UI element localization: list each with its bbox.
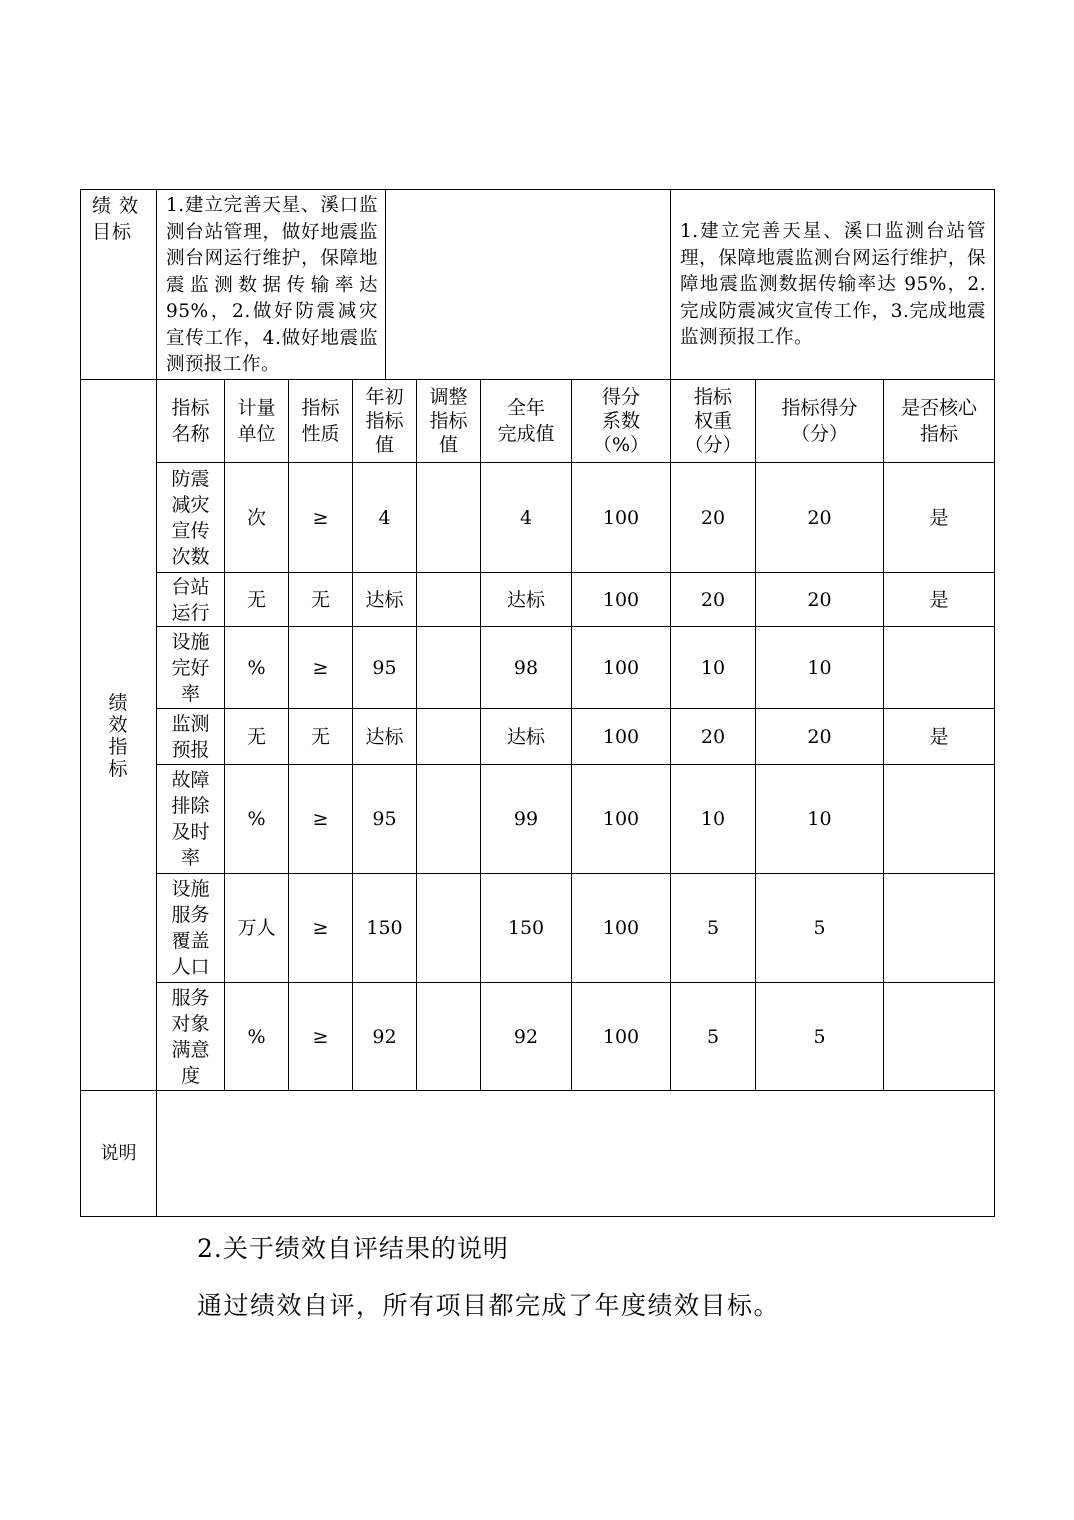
row-is-core: 是 bbox=[929, 725, 949, 748]
row-is-core: 是 bbox=[929, 506, 949, 529]
row-nature: ≥ bbox=[312, 656, 329, 679]
row-score-coefficient: 100 bbox=[602, 656, 640, 679]
row-annual-completion: 99 bbox=[513, 808, 539, 830]
goal-actual-text: 1.建立完善天星、溪口监测台站管理，保障地震监测台网运行维护，保障地震监测数据传输率达 95%，2.完成防震减灾宣传工作，3.完成地震监测预报工作。 bbox=[680, 221, 986, 348]
section-paragraph: 通过绩效自评，所有项目都完成了年度绩效目标。 bbox=[197, 1291, 781, 1320]
row-initial-target: 150 bbox=[366, 917, 403, 939]
row-indicator-name: 故障 排除 及时 率 bbox=[171, 769, 210, 869]
header-unit: 计量 单位 bbox=[237, 397, 276, 445]
row-unit: 次 bbox=[246, 506, 266, 529]
row-annual-completion: 92 bbox=[513, 1025, 539, 1048]
row-unit: % bbox=[247, 1025, 266, 1048]
row-annual-completion: 达标 bbox=[506, 725, 545, 748]
row-nature: ≥ bbox=[312, 506, 329, 529]
row-adjusted-target bbox=[417, 573, 480, 626]
note-content bbox=[157, 1091, 994, 1216]
row-is-core bbox=[884, 983, 994, 1090]
row-score-coefficient: 100 bbox=[602, 506, 640, 529]
row-adjusted-target bbox=[417, 627, 480, 708]
goal-planned-text: 1.建立完善天星、溪口监测台站管理，做好地震监测台网运行维护，保障地震监测数据传输率达 95%，2.做好防震减灾宣传工作，4.做好地震监测预报工作。 bbox=[166, 195, 378, 375]
row-indicator-score: 5 bbox=[813, 1025, 826, 1048]
note-label: 说明 bbox=[100, 1142, 137, 1164]
section-heading: 2.关于绩效自评结果的说明 bbox=[197, 1234, 509, 1263]
row-weight: 5 bbox=[706, 917, 720, 939]
row-nature: 无 bbox=[310, 588, 330, 611]
row-indicator-score: 10 bbox=[807, 808, 832, 830]
row-weight: 10 bbox=[700, 656, 726, 679]
row-score-coefficient: 100 bbox=[602, 725, 640, 748]
row-initial-target: 达标 bbox=[365, 725, 404, 748]
row-weight: 10 bbox=[700, 808, 726, 830]
header-indicator-score: 指标得分 （分） bbox=[781, 397, 858, 445]
row-nature: 无 bbox=[310, 725, 330, 748]
row-adjusted-target bbox=[417, 765, 480, 873]
row-annual-completion: 达标 bbox=[506, 588, 545, 611]
row-annual-completion: 150 bbox=[507, 917, 545, 939]
row-indicator-score: 5 bbox=[813, 917, 826, 939]
row-indicator-name: 监测 预报 bbox=[171, 712, 210, 761]
row-weight: 20 bbox=[700, 506, 726, 529]
row-unit: 万人 bbox=[237, 917, 276, 939]
row-initial-target: 达标 bbox=[365, 588, 404, 611]
row-unit: 无 bbox=[246, 725, 266, 748]
row-weight: 20 bbox=[700, 725, 726, 748]
row-indicator-name: 设施 完好 率 bbox=[171, 630, 210, 705]
row-indicator-name: 台站 运行 bbox=[171, 575, 210, 624]
header-indicator-name: 指标 名称 bbox=[171, 397, 210, 445]
row-weight: 20 bbox=[700, 588, 726, 611]
row-annual-completion: 4 bbox=[519, 506, 533, 529]
goal-blank-cell bbox=[386, 190, 670, 379]
row-indicator-score: 20 bbox=[807, 725, 832, 748]
header-initial-target: 年初 指标 值 bbox=[365, 386, 404, 456]
row-nature: ≥ bbox=[312, 808, 329, 830]
row-is-core bbox=[884, 627, 994, 708]
row-score-coefficient: 100 bbox=[602, 808, 640, 830]
row-unit: % bbox=[247, 808, 266, 830]
header-is-core: 是否核心 指标 bbox=[900, 397, 977, 445]
row-is-core bbox=[884, 874, 994, 982]
row-is-core: 是 bbox=[929, 588, 949, 611]
row-indicator-score: 20 bbox=[807, 506, 832, 529]
header-nature: 指标 性质 bbox=[301, 397, 340, 445]
row-adjusted-target bbox=[417, 463, 480, 572]
goal-label: 绩 效 目标 bbox=[92, 195, 140, 243]
row-weight: 5 bbox=[706, 1025, 720, 1048]
row-is-core bbox=[884, 765, 994, 873]
row-score-coefficient: 100 bbox=[602, 917, 640, 939]
row-indicator-name: 设施 服务 覆盖 人口 bbox=[171, 878, 210, 978]
indicators-label: 绩效指标 bbox=[108, 692, 128, 780]
row-unit: % bbox=[247, 656, 266, 679]
header-adjusted-target: 调整 指标 值 bbox=[429, 386, 468, 456]
row-initial-target: 95 bbox=[372, 656, 397, 679]
row-nature: ≥ bbox=[312, 1025, 329, 1048]
header-annual-completion: 全年 完成值 bbox=[497, 397, 555, 445]
header-weight: 指标 权重 （分） bbox=[684, 386, 742, 456]
row-unit: 无 bbox=[246, 588, 266, 611]
row-adjusted-target bbox=[417, 983, 480, 1090]
row-adjusted-target bbox=[417, 709, 480, 764]
row-adjusted-target bbox=[417, 874, 480, 982]
row-annual-completion: 98 bbox=[513, 656, 539, 679]
row-indicator-name: 防震 减灾 宣传 次数 bbox=[171, 467, 210, 568]
row-initial-target: 4 bbox=[378, 506, 391, 529]
row-indicator-score: 20 bbox=[807, 588, 832, 611]
row-indicator-name: 服务 对象 满意 度 bbox=[171, 986, 210, 1087]
row-nature: ≥ bbox=[312, 917, 329, 939]
header-score-coefficient: 得分 系数 （%） bbox=[592, 386, 650, 456]
row-initial-target: 95 bbox=[372, 808, 397, 830]
row-score-coefficient: 100 bbox=[602, 588, 640, 611]
row-score-coefficient: 100 bbox=[602, 1025, 640, 1048]
row-indicator-score: 10 bbox=[807, 656, 832, 679]
row-initial-target: 92 bbox=[372, 1025, 397, 1048]
